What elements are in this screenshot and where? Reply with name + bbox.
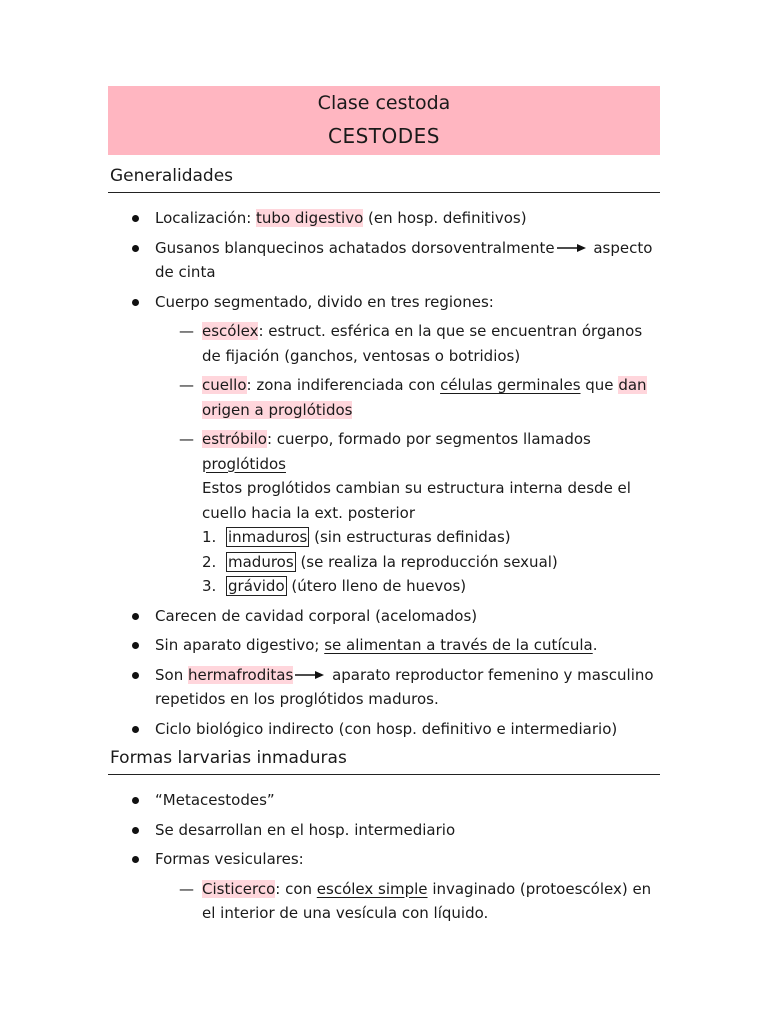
section-heading-formas-larvarias: Formas larvarias inmaduras [108,746,660,775]
list-item: — cuello: zona indiferenciada con células germinales que dan origen a proglótidos [155,373,660,422]
page [108,86,660,931]
sublist-regions [155,319,660,599]
right-arrow-icon [557,243,587,253]
list-item: Son hermafroditas aparato reproductor femenino y masculino repetidos en los proglótidos maduros. [108,663,660,712]
dash-marker: — [179,879,194,898]
list-item: — estróbilo: cuerpo, formado por segmentos llamados proglótidos Estos proglótidos cambian su estructura interna desde el cuello hacia la ext. posterior 1. inmaduros (sin estructuras definidas) 2. maduros (se realiza la reproducción sexual) 3. grávido (útero lleno de huevos) [155,427,660,599]
paragraph: Estos proglótidos cambian su estructura interna desde el cuello hacia la ext. posterior [202,479,631,522]
list-item: — escólex: estruct. esférica en la que se encuentran órganos de fijación (ganchos, ventosas o botridios) [155,319,660,368]
list-item: Cuerpo segmentado, divido en tres regiones: — escólex: estruct. esférica en la que se encuentran órganos de fijación (ganchos, ventosas o botridios) — cuello: zona indiferenciada con células germinales que dan origen a proglótidos — estróbilo: cuerpo, formado por segmentos llamados proglótidos Estos proglótidos cambian su estructura interna desde el cuello hacia la ext. posterior 1. inmaduros (sin estructuras definidas) 2. maduros (se realiza la reproducción sexual) 3. grávido (útero lleno de huevos) [108,290,660,599]
boxed-term: inmaduros [228,528,308,546]
numbered-item: 1. inmaduros (sin estructuras definidas) [202,528,511,546]
list-item: Localización: tubo digestivo (en hosp. definitivos) [108,206,660,231]
sublist-vesicular [155,877,660,926]
boxed-term: maduros [228,552,294,571]
list-item: Sin aparato digestivo; se alimentan a través de la cutícula. [108,633,660,658]
list-item: — Cisticerco: con escólex simple invaginado (protoescólex) en el interior de una vesícula con líquido. [155,877,660,926]
page-title: Clase cestoda [317,91,451,114]
page-subtitle: CESTODES [328,123,440,148]
highlight: hermafroditas [187,665,294,684]
highlight: Cisticerco [202,879,276,898]
underlined-text: escólex simple [316,879,428,898]
list-item: Carecen de cavidad corporal (acelomados) [108,604,660,629]
numbered-item: 3. grávido (útero lleno de huevos) [202,577,467,595]
list-item: Se desarrollan en el hosp. intermediario [108,818,660,843]
boxed-term: grávido [228,577,285,595]
underlined-text: células germinales [440,376,581,394]
dash-marker: — [179,430,194,448]
dash-marker: — [179,322,194,340]
list-item: “Metacestodes” [108,788,660,813]
dash-marker: — [179,376,194,394]
underlined-text: proglótidos [202,454,286,473]
highlight: tubo digestivo [256,209,364,227]
title-banner [108,86,660,155]
section-heading-generalidades: Generalidades [108,164,660,193]
numbered-item: 2. maduros (se realiza la reproducción sexual) [202,552,558,571]
highlight: escólex [202,322,259,340]
highlight: estróbilo [202,430,267,448]
highlight: cuello [202,376,247,394]
highlight: dan origen a proglótidos [202,376,647,419]
generalidades-list [108,206,660,741]
list-item: Ciclo biológico indirecto (con hosp. definitivo e intermediario) [108,717,660,742]
list-item: Formas vesiculares: — Cisticerco: con escólex simple invaginado (protoescólex) en el interior de una vesícula con líquido. [108,847,660,926]
formas-larvarias-list [108,788,660,926]
right-arrow-icon [295,670,325,680]
underlined-text: se alimentan a través de la cutícula [324,636,593,654]
list-item: Gusanos blanquecinos achatados dorsoventralmente aspecto de cinta [108,236,660,285]
